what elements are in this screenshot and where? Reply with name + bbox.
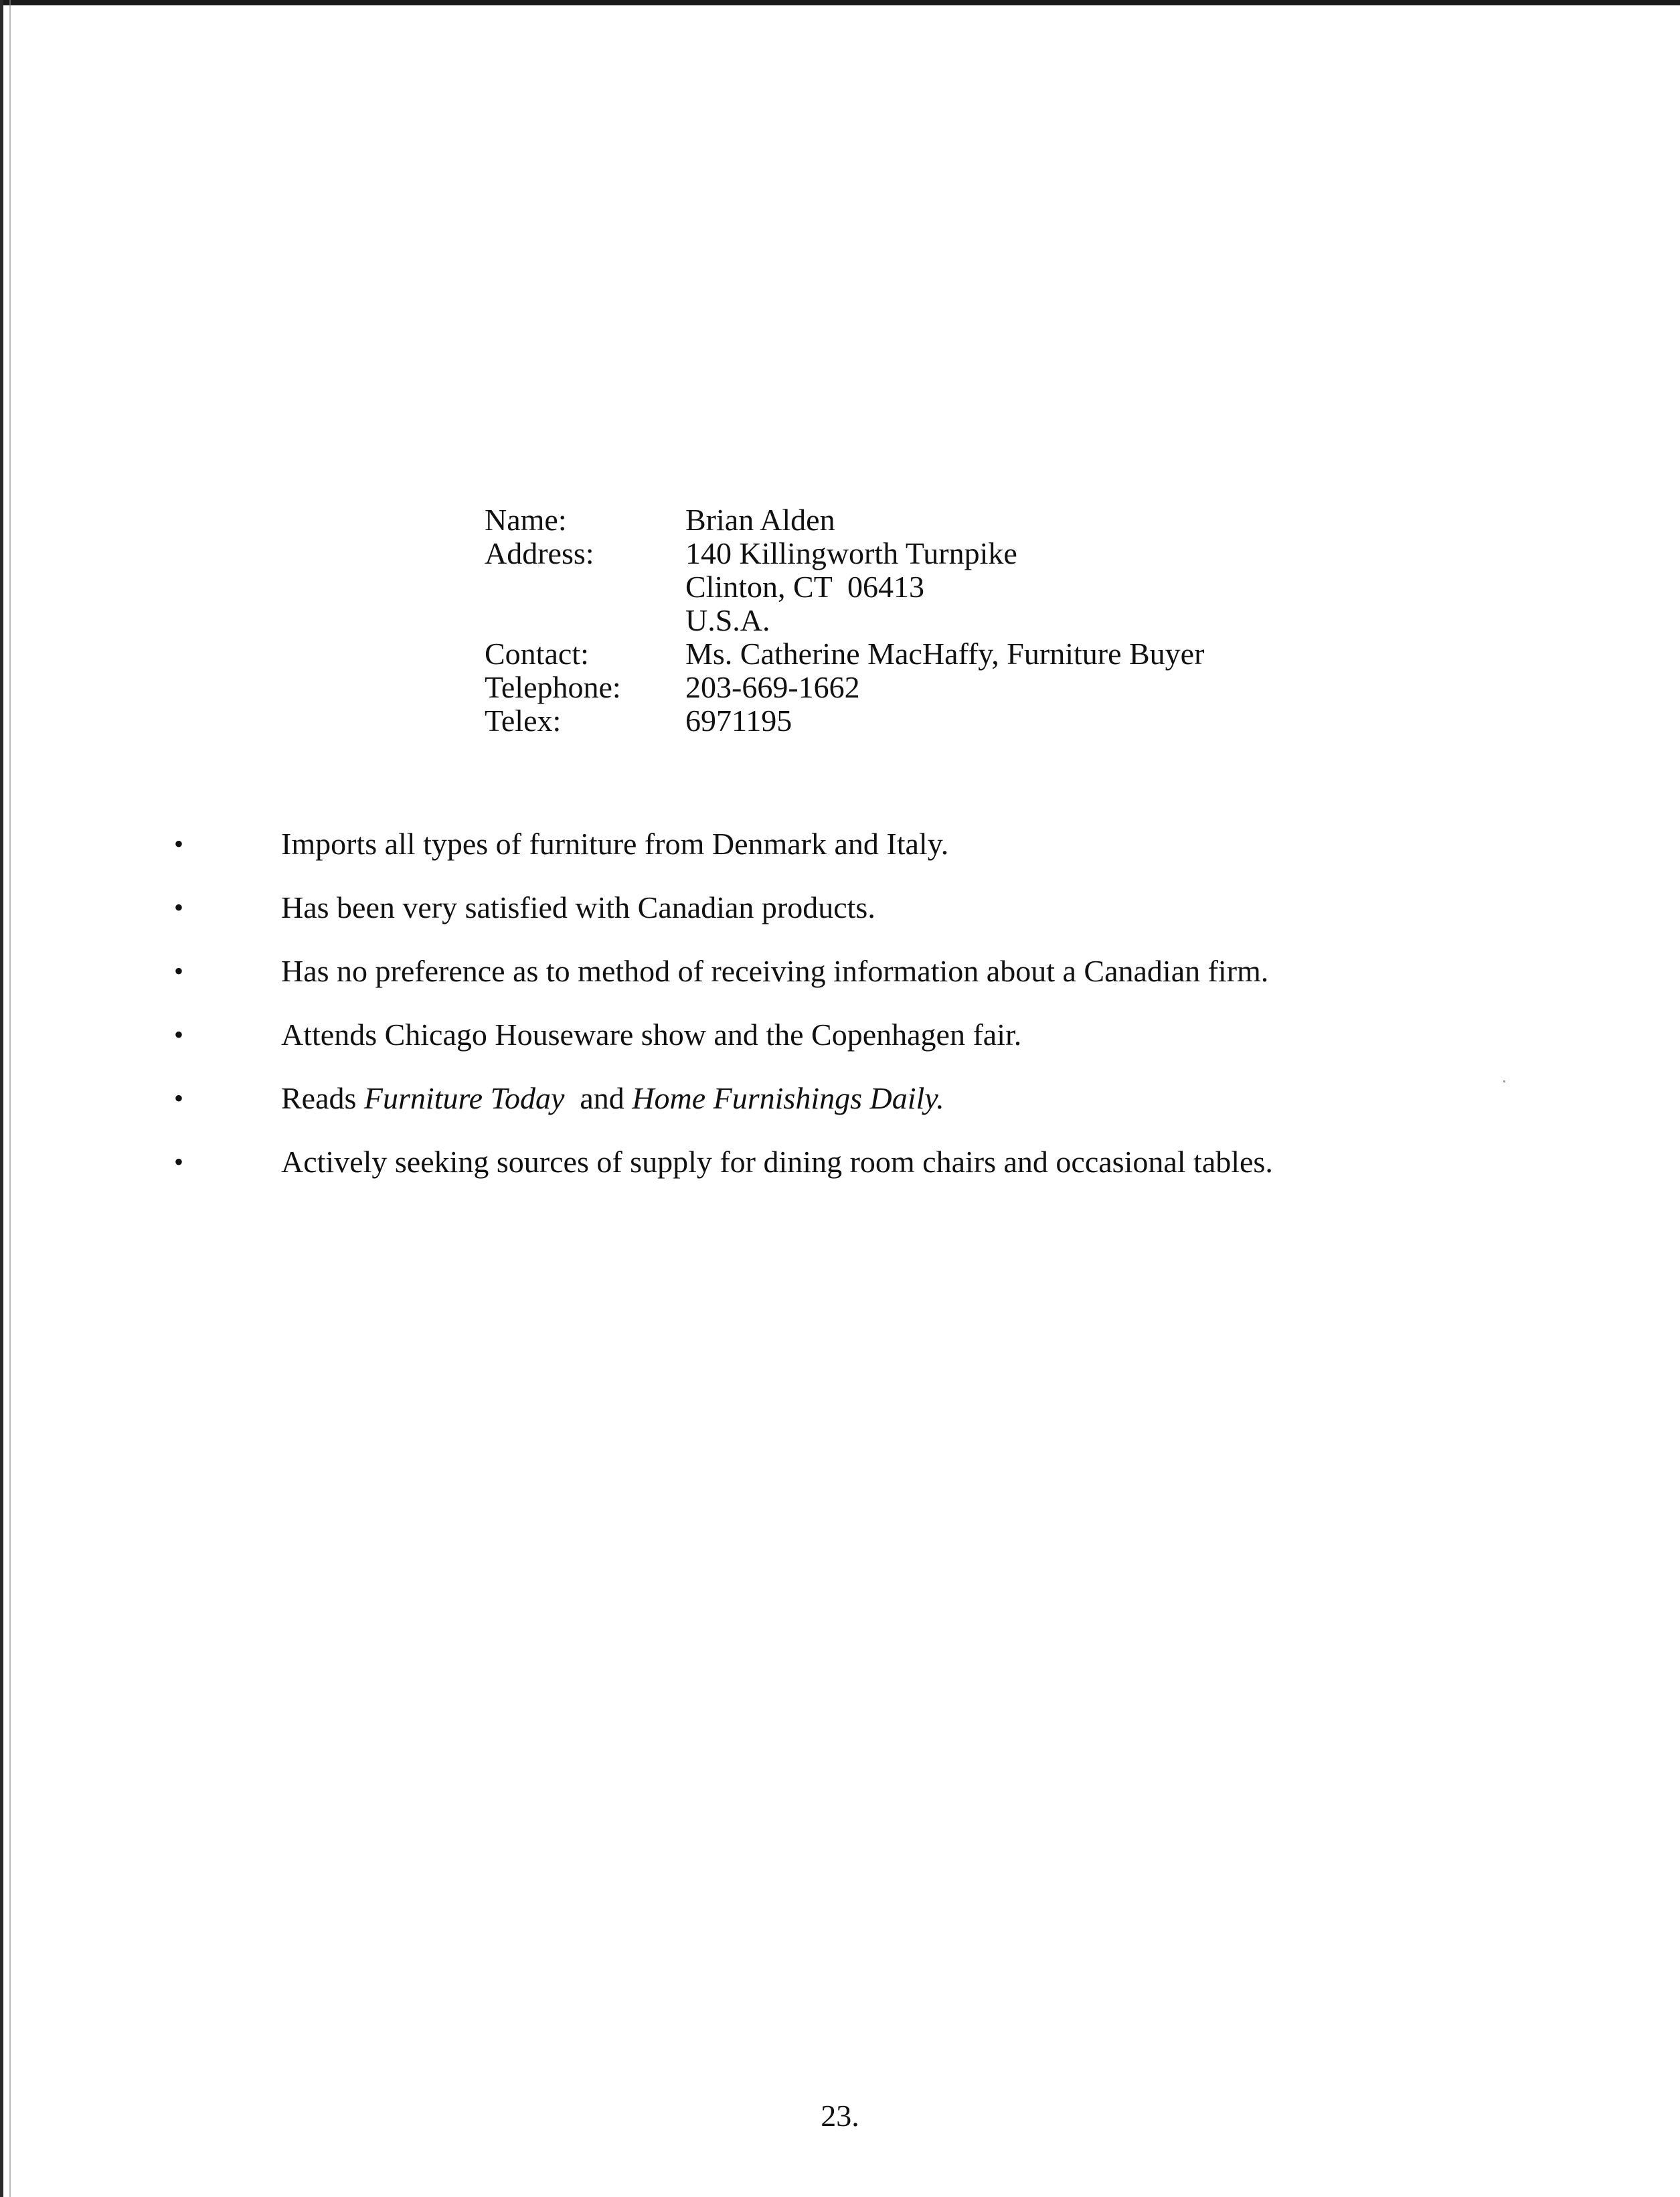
list-item — [174, 1016, 1647, 1080]
contact-label: Address: — [485, 536, 594, 570]
bullet-icon: • — [174, 829, 184, 859]
publication-title: Home Furnishings Daily. — [632, 1081, 944, 1115]
contact-label: Contact: — [485, 637, 589, 671]
contact-row-telex — [485, 704, 1204, 738]
contact-value: Clinton, CT 06413 — [685, 570, 924, 604]
contact-label: Telex: — [485, 704, 562, 738]
bullet-text: Has been very satisfied with Canadian products. — [281, 890, 875, 924]
list-item — [174, 889, 1647, 953]
bullet-icon: • — [174, 1083, 184, 1113]
contact-value: Ms. Catherine MacHaffy, Furniture Buyer — [685, 637, 1205, 671]
contact-row-address — [485, 537, 1204, 570]
bullet-icon: • — [174, 892, 184, 922]
page-number: 23. — [821, 2099, 859, 2133]
publication-title: Furniture Today — [363, 1081, 565, 1115]
bullet-text: Attends Chicago Houseware show and the Copenhagen fair. — [281, 1018, 1022, 1052]
scan-edge-left — [0, 0, 3, 2197]
bullet-text: Actively seeking sources of supply for dining room chairs and occasional tables. — [281, 1145, 1273, 1179]
contact-label: Telephone: — [485, 670, 621, 704]
list-item — [174, 825, 1647, 889]
scan-edge-top — [0, 0, 1680, 5]
bullet-text — [281, 1080, 944, 1117]
list-item — [174, 1080, 1647, 1143]
contact-row-telephone — [485, 671, 1204, 704]
bullet-text: Imports all types of furniture from Denmark and Italy. — [281, 827, 949, 861]
bullet-list — [174, 825, 1647, 1207]
contact-label — [485, 604, 685, 637]
contact-value: 140 Killingworth Turnpike — [685, 536, 1017, 570]
bullet-text: Has no preference as to method of receiving information about a Canadian firm. — [281, 954, 1269, 988]
scan-edge-left-faint — [9, 0, 11, 2197]
contact-value: Brian Alden — [685, 503, 835, 537]
bullet-icon: • — [174, 956, 184, 986]
list-item — [174, 953, 1647, 1016]
bullet-icon: • — [174, 1147, 184, 1177]
contact-value: U.S.A. — [685, 603, 770, 637]
contact-row-contact — [485, 637, 1204, 671]
contact-label: Name: — [485, 503, 567, 537]
contact-row-name — [485, 503, 1204, 537]
contact-block — [485, 503, 1204, 738]
bullet-icon: • — [174, 1020, 184, 1050]
contact-value: 203-669-1662 — [685, 670, 860, 704]
bullet-text-plain: and — [564, 1081, 633, 1115]
contact-label — [485, 570, 685, 604]
bullet-text-plain: Reads — [281, 1081, 364, 1115]
contact-row-address-line2 — [485, 570, 1204, 604]
list-item — [174, 1143, 1647, 1207]
contact-row-address-line3 — [485, 604, 1204, 637]
contact-value: 6971195 — [685, 704, 792, 738]
